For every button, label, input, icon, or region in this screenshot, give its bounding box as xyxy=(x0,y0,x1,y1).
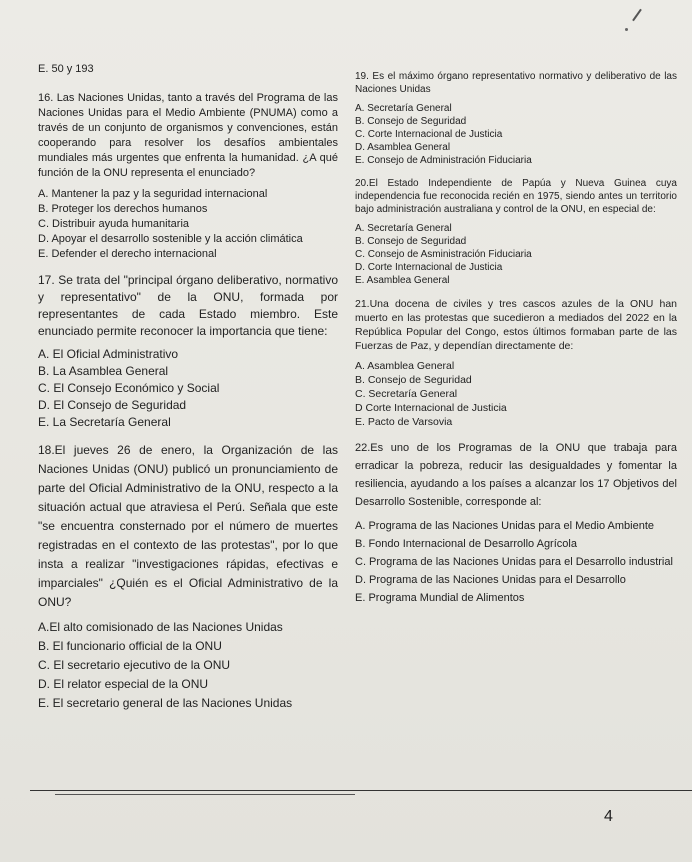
question-17-options xyxy=(38,346,338,431)
option[interactable]: C. El Consejo Económico y Social xyxy=(38,381,220,395)
question-18 xyxy=(38,441,338,713)
right-column xyxy=(355,70,677,617)
option[interactable]: D. Corte Internacional de Justicia xyxy=(355,262,503,273)
option[interactable]: B. Consejo de Seguridad xyxy=(355,374,472,386)
page-number: 4 xyxy=(604,808,613,825)
question-19 xyxy=(355,70,677,167)
question-22-options xyxy=(355,517,677,607)
option[interactable]: A. Asamblea General xyxy=(355,360,455,372)
question-18-options xyxy=(38,618,338,713)
option[interactable]: E. Programa Mundial de Alimentos xyxy=(355,592,525,604)
question-16 xyxy=(38,91,338,262)
option[interactable]: D. Asamblea General xyxy=(355,142,451,153)
option[interactable]: A. Mantener la paz y la seguridad internacional xyxy=(38,188,268,200)
question-21-options xyxy=(355,359,677,429)
option[interactable]: A. Programa de las Naciones Unidas para el Medio Ambiente xyxy=(355,520,654,532)
option[interactable]: A.El alto comisionado de las Naciones Unidas xyxy=(38,620,283,634)
option[interactable]: D Corte Internacional de Justicia xyxy=(355,402,507,414)
option[interactable]: C. Consejo de Asministración Fiduciaria xyxy=(355,249,532,260)
option[interactable]: B. El funcionario official de la ONU xyxy=(38,639,222,653)
option[interactable]: D. El relator especial de la ONU xyxy=(38,677,209,691)
option[interactable]: D. El Consejo de Seguridad xyxy=(38,398,187,412)
question-21 xyxy=(355,297,677,429)
option[interactable]: B. Consejo de Seguridad xyxy=(355,236,467,247)
option[interactable]: E. Defender el derecho internacional xyxy=(38,248,217,260)
option[interactable]: B. Fondo Internacional de Desarrollo Agrícola xyxy=(355,538,577,550)
option[interactable]: C. El secretario ejecutivo de la ONU xyxy=(38,658,231,672)
question-18-text: 18.El jueves 26 de enero, la Organización de las Naciones Unidas (ONU) publicó un pronunciamiento de parte del Oficial Administrativo de la ONU, respecto a la situación actual que atraviesa el Perú. Señala que este "se encuentra consternado por el número de muertes registradas en el contexto de las protestas", por lo que insta a realizar "investigaciones rápidas, efectivas e imparciales" ¿Quién es el Oficial Administrativo de la ONU? xyxy=(38,443,338,609)
question-20-text: 20.El Estado Independiente de Papúa y Nueva Guinea cuya independencia fue reconocida recién en 1975, siendo antes un territorio bajo administración australiana y control de la ONU, en especial de: xyxy=(355,178,677,215)
option[interactable]: A. Secretaría General xyxy=(355,223,452,234)
footer-rule xyxy=(30,790,692,791)
previous-option: E. 50 y 193 xyxy=(38,63,94,75)
left-column xyxy=(38,62,338,723)
question-22 xyxy=(355,439,677,607)
option[interactable]: B. La Asamblea General xyxy=(38,364,169,378)
question-22-text: 22.Es uno de los Programas de la ONU que trabaja para erradicar la pobreza, reducir las desigualdades y fomentar la resiliencia, ayudando a los países a alcanzar los 17 Objetivos del Desarrollo Sostenible, corresponde al: xyxy=(355,442,677,508)
option[interactable]: A. El Oficial Administrativo xyxy=(38,347,179,361)
pencil-dot xyxy=(625,28,628,31)
option[interactable]: C. Programa de las Naciones Unidas para el Desarrollo industrial xyxy=(355,556,673,568)
question-20 xyxy=(355,177,677,287)
question-19-text: 19. Es el máximo órgano representativo normativo y deliberativo de las Naciones Unidas xyxy=(355,71,677,95)
option[interactable]: E. El secretario general de las Naciones Unidas xyxy=(38,696,293,710)
question-21-text: 21.Una docena de civiles y tres cascos azules de la ONU han muerto en las protestas que sucedieron a mediados del 2022 en la República Popular del Congo, estos últimos formaban parte de las Fuerzas de Paz, y dependían directamente de: xyxy=(355,298,677,352)
option[interactable]: D. Apoyar el desarrollo sostenible y la acción climática xyxy=(38,233,303,245)
question-17-text: 17. Se trata del "principal órgano deliberativo, normativo y representativo" de la ONU, formada por representantes de cada Estado miembro. Este enunciado permite reconocer la importancia que tiene: xyxy=(38,273,338,338)
option[interactable]: E. La Secretaría General xyxy=(38,415,171,429)
option[interactable]: C. Distribuir ayuda humanitaria xyxy=(38,218,190,230)
option[interactable]: E. Consejo de Administración Fiduciaria xyxy=(355,155,532,166)
option[interactable]: C. Corte Internacional de Justicia xyxy=(355,129,503,140)
option[interactable]: E. Pacto de Varsovia xyxy=(355,416,453,428)
pencil-mark xyxy=(632,9,642,22)
option[interactable]: D. Programa de las Naciones Unidas para el Desarrollo xyxy=(355,574,626,586)
question-20-options xyxy=(355,222,677,287)
question-17 xyxy=(38,272,338,431)
question-16-text: 16. Las Naciones Unidas, tanto a través del Programa de las Naciones Unidas para el Medio Ambiente (PNUMA) como a través de un conjunto de organismos y convenciones, están cooperando para resolver los desafíos ambientales mundiales más urgentes que enfrenta la humanidad. ¿A qué función de la ONU representa el enunciado? xyxy=(38,92,338,179)
option[interactable]: B. Consejo de Seguridad xyxy=(355,116,467,127)
option[interactable]: A. Secretaría General xyxy=(355,103,452,114)
option[interactable]: C. Secretaría General xyxy=(355,388,458,400)
question-16-options xyxy=(38,187,338,262)
option[interactable]: B. Proteger los derechos humanos xyxy=(38,203,208,215)
option[interactable]: E. Asamblea General xyxy=(355,275,450,286)
footer-rule-secondary xyxy=(55,794,355,795)
question-19-options xyxy=(355,102,677,167)
